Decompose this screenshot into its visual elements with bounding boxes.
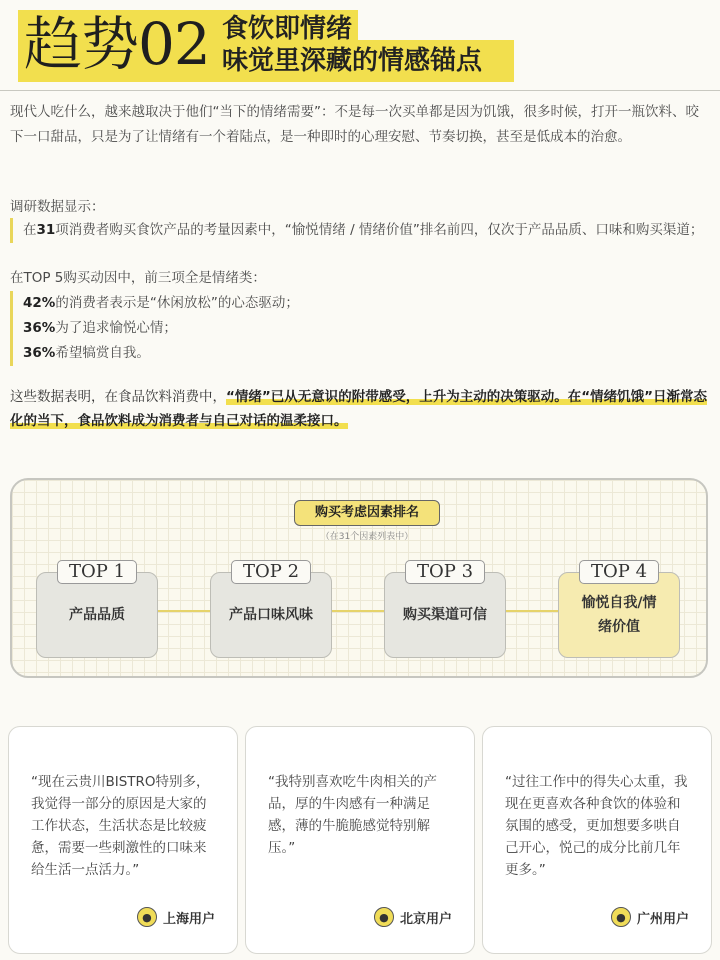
survey-point-post: 项消费者购买食饮产品的考量因素中，“愉悦情绪 / 情绪价值”排名前四，仅次于产品品质、口味和购买渠道； [55, 222, 704, 238]
trend-number: 趋势02 [24, 10, 210, 78]
quote-text: “过往工作中的得失心太重，我现在更喜欢各种食饮的体验和氛围的感受，更加想要多哄自己开心，悦己的成分比前几年更多。” [505, 774, 688, 878]
survey-point [10, 218, 710, 243]
quote-card-1 [8, 726, 238, 954]
rank-label-2: 产品口味风味 [229, 607, 313, 623]
stat-value: 36% [23, 345, 56, 361]
quote-user-name: 北京用户 [399, 911, 452, 927]
quote-card-3 [482, 726, 712, 954]
conclusion-lead: 这些数据表明，在食品饮料消费中， [10, 389, 226, 405]
rank-label-1: 产品品质 [69, 607, 125, 623]
rank-tag-2: TOP 2 [231, 560, 311, 584]
stats-list [10, 291, 299, 366]
quote-user-name: 上海用户 [162, 911, 215, 927]
survey-point-number: 31 [36, 222, 56, 238]
ranking-subtitle: （在31个因素列表中） [320, 532, 414, 542]
quote-user [374, 907, 452, 927]
quote-user [137, 907, 215, 927]
stat-item [23, 341, 299, 366]
ranking-title: 购买考虑因素排名 [294, 500, 440, 526]
conclusion-paragraph [10, 385, 710, 433]
stat-text: 为了追求愉悦心情； [55, 320, 177, 336]
stat-item [23, 291, 299, 316]
rank-tag-3: TOP 3 [405, 560, 485, 584]
stat-value: 42% [23, 295, 56, 311]
survey-label: 调研数据显示： [10, 199, 105, 215]
survey-point-pre: 在 [23, 222, 37, 238]
person-icon: ● [374, 907, 394, 927]
stat-text: 希望犒赏自我。 [55, 345, 150, 361]
rank-tag-1: TOP 1 [57, 560, 137, 584]
conclusion-highlight: “情绪”已从无意识的附带感受，上升为主动的决策驱动。在“情绪饥饿”日渐常态化的当下，食品饮料成为消费者与自己对话的温柔接口。 [10, 389, 707, 429]
rank-tag-4: TOP 4 [579, 560, 659, 584]
person-icon: ● [137, 907, 157, 927]
quote-user-name: 广州用户 [636, 911, 689, 927]
quote-text: “现在云贵川BISTRO特别多，我觉得一部分的原因是大家的工作状态，生活状态是比较疲惫，需要一些刺激性的口味来给生活一点活力。” [31, 774, 210, 878]
header-divider [0, 90, 720, 91]
page-header [0, 0, 720, 92]
rank-label-3: 购买渠道可信 [403, 607, 487, 623]
stat-item [23, 316, 299, 341]
quote-text: “我特别喜欢吃牛肉相关的产品，厚的牛肉感有一种满足感，薄的牛脆脆感觉特别解压。” [268, 774, 437, 856]
rank-box-2 [210, 572, 332, 658]
survey-point-text [23, 218, 710, 243]
ranking-connector [112, 610, 632, 612]
rank-box-4 [558, 572, 680, 658]
header-title-line1: 食饮即情绪 [222, 14, 353, 44]
rank-box-3 [384, 572, 506, 658]
rank-label-4: 愉悦自我/情绪价值 [581, 595, 657, 635]
stat-value: 36% [23, 320, 56, 336]
rank-box-1 [36, 572, 158, 658]
quote-card-2 [245, 726, 475, 954]
top5-label: 在TOP 5购买动因中，前三项全是情绪类： [10, 270, 266, 286]
intro-paragraph: 现代人吃什么，越来越取决于他们“当下的情绪需要”：不是每一次买单都是因为饥饿，很多时候，打开一瓶饮料、咬下一口甜品，只是为了让情绪有一个着陆点，是一种即时的心理安慰、节奏切换，甚至是低成本的治愈。 [10, 104, 699, 145]
stat-text: 的消费者表示是“休闲放松”的心态驱动； [55, 295, 299, 311]
header-title-line2: 味觉里深藏的情感锚点 [222, 46, 483, 76]
quote-user [611, 907, 689, 927]
ranking-panel [10, 478, 708, 678]
person-icon: ● [611, 907, 631, 927]
